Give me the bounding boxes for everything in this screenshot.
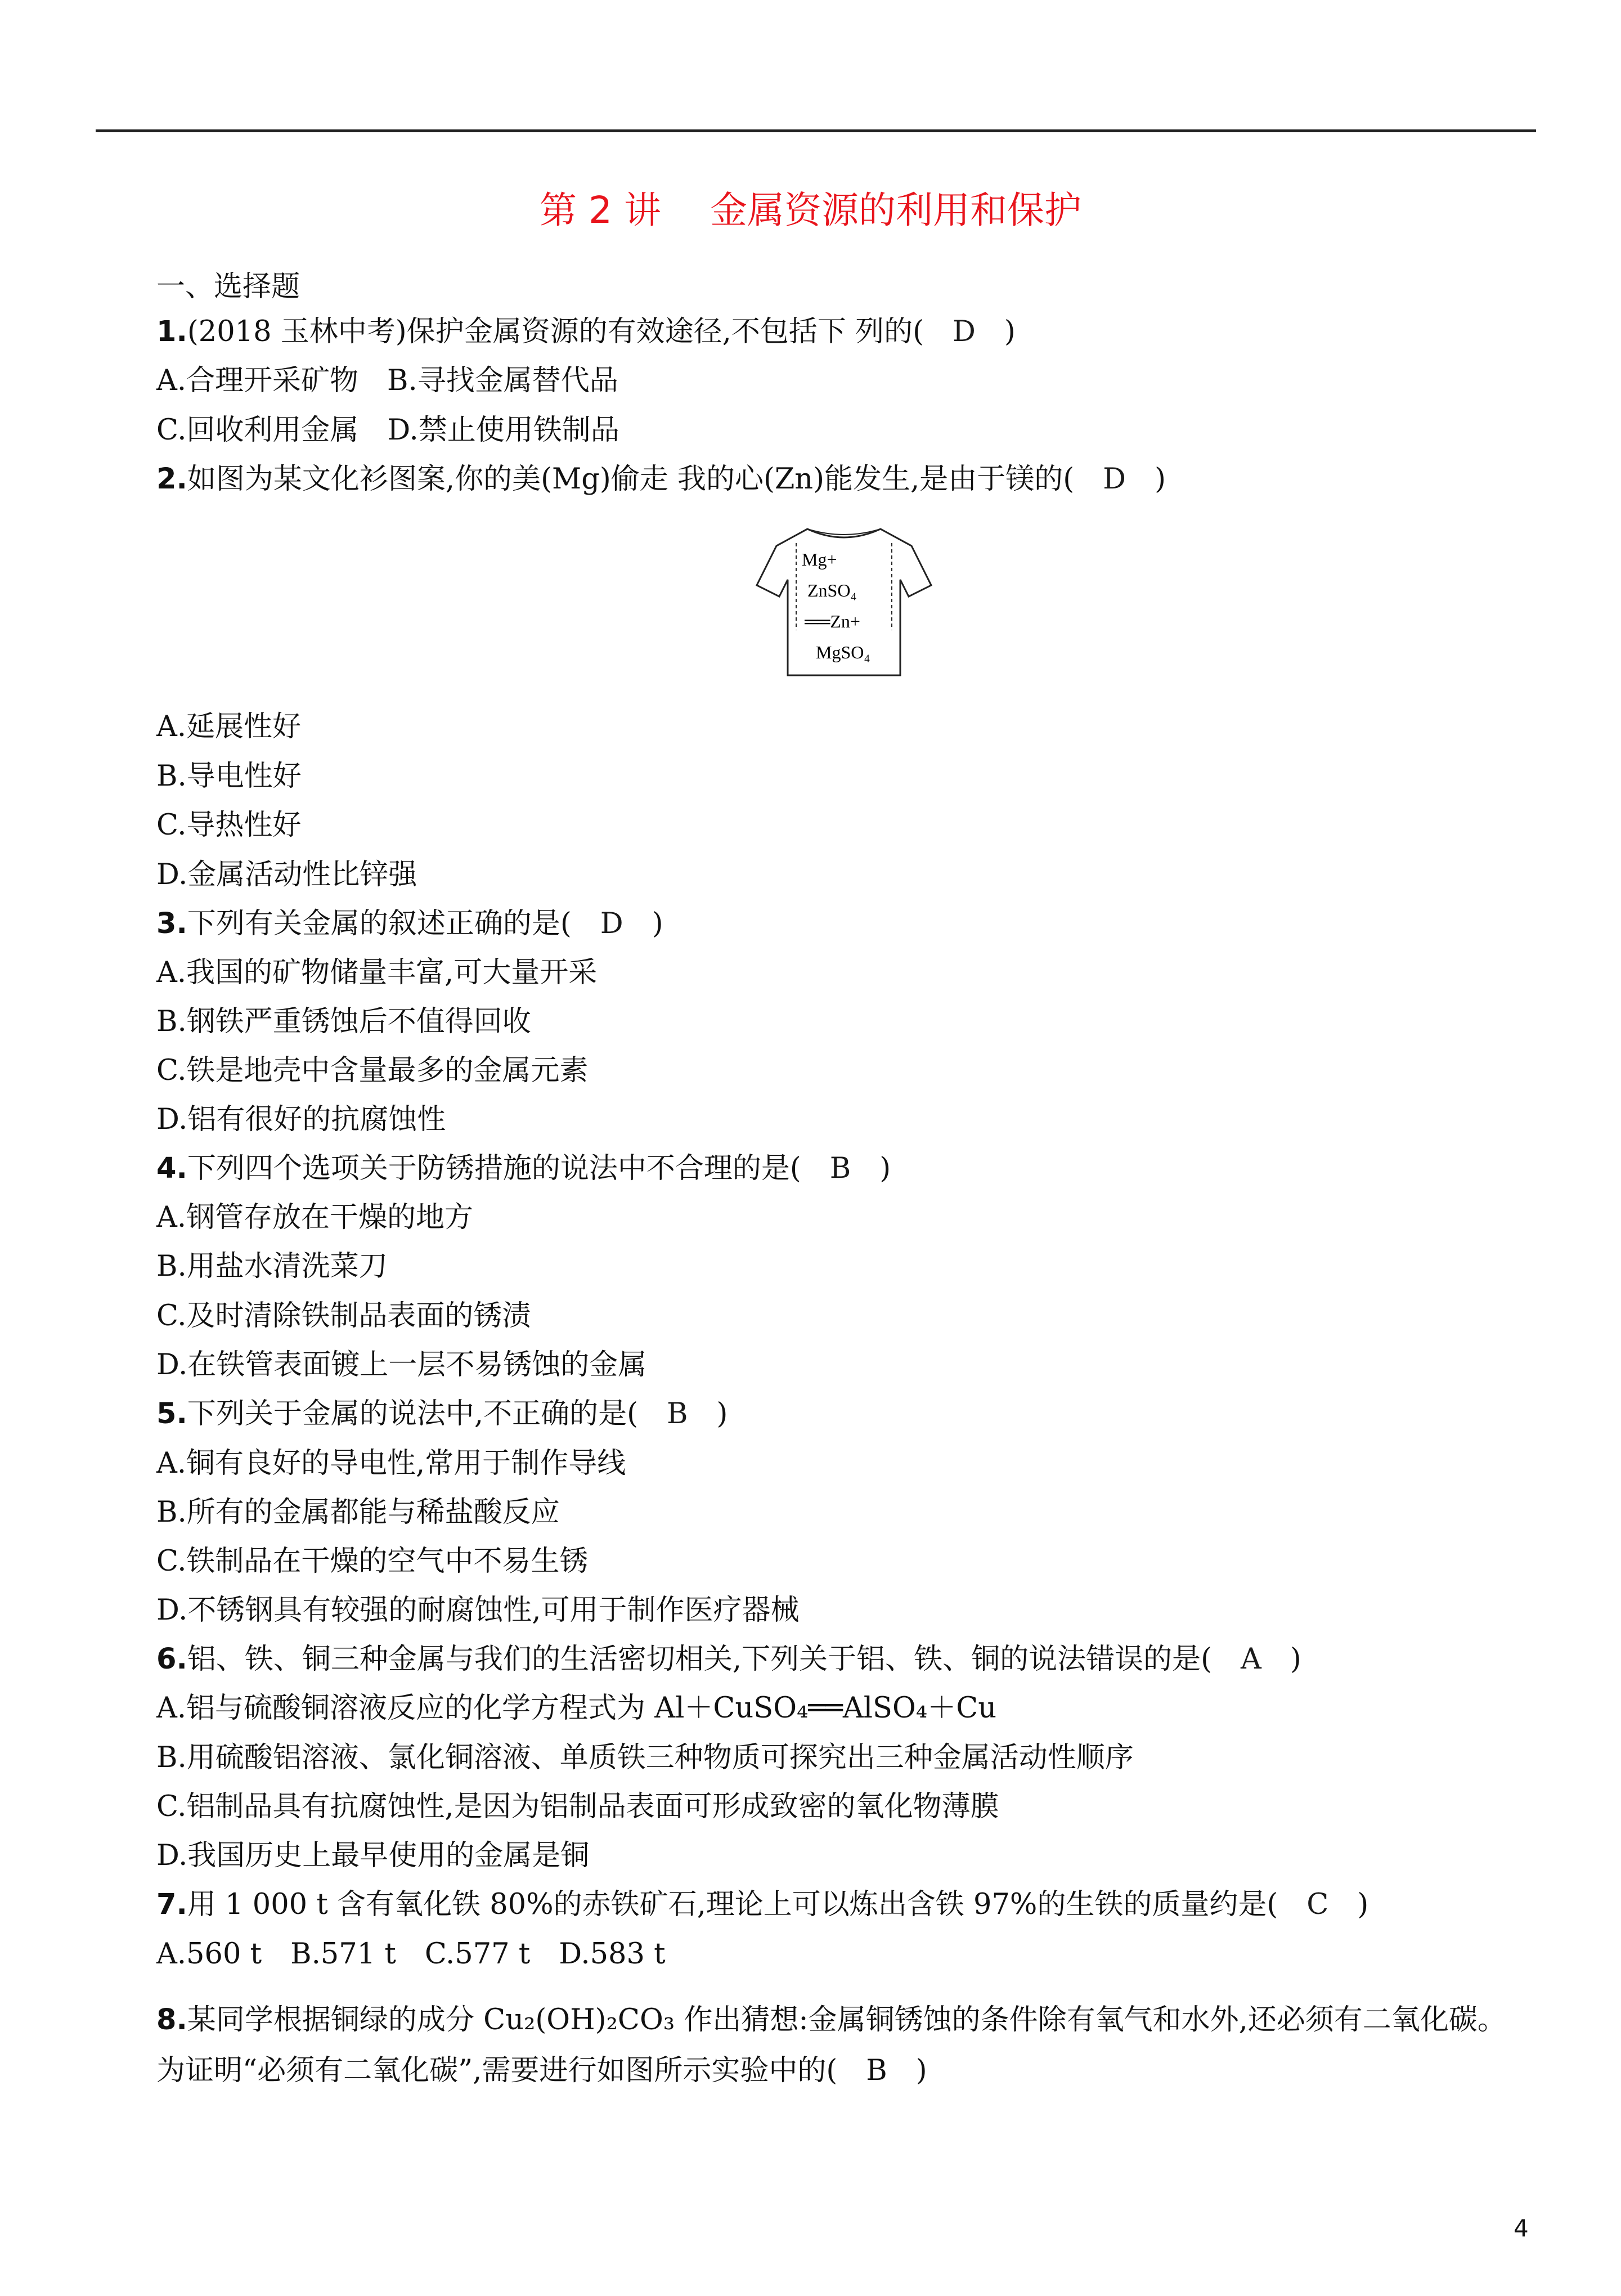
question-number: 2. (156, 463, 187, 496)
option-line: C.回收利用金属 D.禁止使用铁制品 (156, 414, 619, 447)
question-6 (156, 1643, 1301, 1676)
section-heading: 一、选择题 (156, 270, 300, 303)
option-line: D.在铁管表面镀上一层不易锈蚀的金属 (156, 1348, 647, 1382)
t-shirt-figure (754, 523, 934, 681)
shirt-line-1: Mg+ (802, 549, 837, 569)
option-line: B.钢铁严重锈蚀后不值得回收 (156, 1005, 531, 1038)
shirt-line-4: MgSO₄ (816, 642, 870, 662)
option-line: A.合理开采矿物 B.寻找金属替代品 (156, 364, 618, 397)
answer: C (1306, 1888, 1329, 1921)
option-line: B.用硫酸铝溶液、氯化铜溶液、单质铁三种物质可探究出三种金属活动性顺序 (156, 1741, 1134, 1774)
answer: B (866, 2054, 887, 2087)
option-line: D.金属活动性比锌强 (156, 858, 417, 891)
shirt-line-3: ══Zn+ (805, 611, 860, 631)
shirt-line-2: ZnSO₄ (807, 580, 857, 600)
option-line: A.铜有良好的导电性,常用于制作导线 (156, 1447, 626, 1480)
close-paren: ) (915, 2054, 927, 2087)
answer: D (1103, 463, 1126, 496)
option-line: C.及时清除铁制品表面的锈渍 (156, 1299, 531, 1333)
option-line: C.铁是地壳中含量最多的金属元素 (156, 1054, 589, 1087)
question-8 (156, 1995, 1529, 2096)
header-rule (96, 129, 1536, 132)
question-1 (156, 315, 1016, 349)
question-3 (156, 907, 663, 941)
question-number: 6. (156, 1643, 187, 1676)
question-stem: 下列四个选项关于防锈措施的说法中不合理的是( (187, 1152, 801, 1185)
question-stem: (2018 玉林中考)保护金属资源的有效途径,不包括下 列的( (187, 315, 924, 348)
question-number: 5. (156, 1397, 187, 1430)
option-line: C.导热性好 (156, 809, 302, 842)
option-line: D.我国历史上最早使用的金属是铜 (156, 1839, 590, 1872)
answer: D (600, 907, 623, 940)
close-paren: ) (652, 907, 663, 940)
answer: A (1241, 1643, 1261, 1676)
option-line: D.不锈钢具有较强的耐腐蚀性,可用于制作医疗器械 (156, 1594, 800, 1627)
option-line: A.延展性好 (156, 710, 302, 743)
question-stem: 用 1 000 t 含有氧化铁 80%的赤铁矿石,理论上可以炼出含铁 97%的生铁的质量约是( (187, 1888, 1278, 1921)
answer: B (667, 1397, 688, 1430)
answer: B (829, 1152, 851, 1185)
question-number: 4. (156, 1152, 187, 1185)
close-paren: ) (1004, 315, 1016, 348)
option-line: A.我国的矿物储量丰富,可大量开采 (156, 956, 598, 989)
option-line: D.铝有很好的抗腐蚀性 (156, 1103, 446, 1136)
page-title: 第 2 讲 金属资源的利用和保护 (540, 189, 1081, 232)
question-number: 8. (156, 2003, 187, 2037)
option-line: B.用盐水清洗菜刀 (156, 1250, 388, 1283)
option-line: A.560 t B.571 t C.577 t D.583 t (156, 1938, 666, 1971)
close-paren: ) (879, 1152, 891, 1185)
option-line: B.导电性好 (156, 760, 302, 793)
option-line: C.铝制品具有抗腐蚀性,是因为铝制品表面可形成致密的氧化物薄膜 (156, 1790, 999, 1823)
question-stem: 下列有关金属的叙述正确的是( (187, 907, 572, 940)
close-paren: ) (1357, 1888, 1369, 1921)
question-2 (156, 463, 1166, 496)
option-line: A.铝与硫酸铜溶液反应的化学方程式为 Al＋CuSO₄══AlSO₄＋Cu (156, 1692, 997, 1725)
question-number: 1. (156, 315, 187, 348)
question-number: 3. (156, 907, 187, 940)
question-stem: 某同学根据铜绿的成分 Cu₂(OH)₂CO₃ 作出猜想:金属铜锈蚀的条件除有氧气和水外,还必须有二氧化碳。为证明“必须有二氧化碳”,需要进行如图所示实验中的( (156, 2003, 1506, 2087)
close-paren: ) (1155, 463, 1166, 496)
close-paren: ) (716, 1397, 728, 1430)
question-7 (156, 1888, 1368, 1922)
option-line: A.钢管存放在干燥的地方 (156, 1201, 474, 1234)
question-4 (156, 1152, 891, 1186)
close-paren: ) (1290, 1643, 1301, 1676)
option-line: B.所有的金属都能与稀盐酸反应 (156, 1496, 560, 1529)
answer: D (953, 315, 976, 348)
question-stem: 下列关于金属的说法中,不正确的是( (187, 1397, 638, 1430)
option-line: C.铁制品在干燥的空气中不易生锈 (156, 1545, 589, 1578)
question-5 (156, 1397, 728, 1431)
question-stem: 铝、铁、铜三种金属与我们的生活密切相关,下列关于铝、铁、铜的说法错误的是( (187, 1643, 1212, 1676)
question-number: 7. (156, 1888, 187, 1921)
page-number: 4 (1514, 2214, 1529, 2242)
question-stem: 如图为某文化衫图案,你的美(Mg)偷走 我的心(Zn)能发生,是由于镁的( (187, 463, 1075, 496)
